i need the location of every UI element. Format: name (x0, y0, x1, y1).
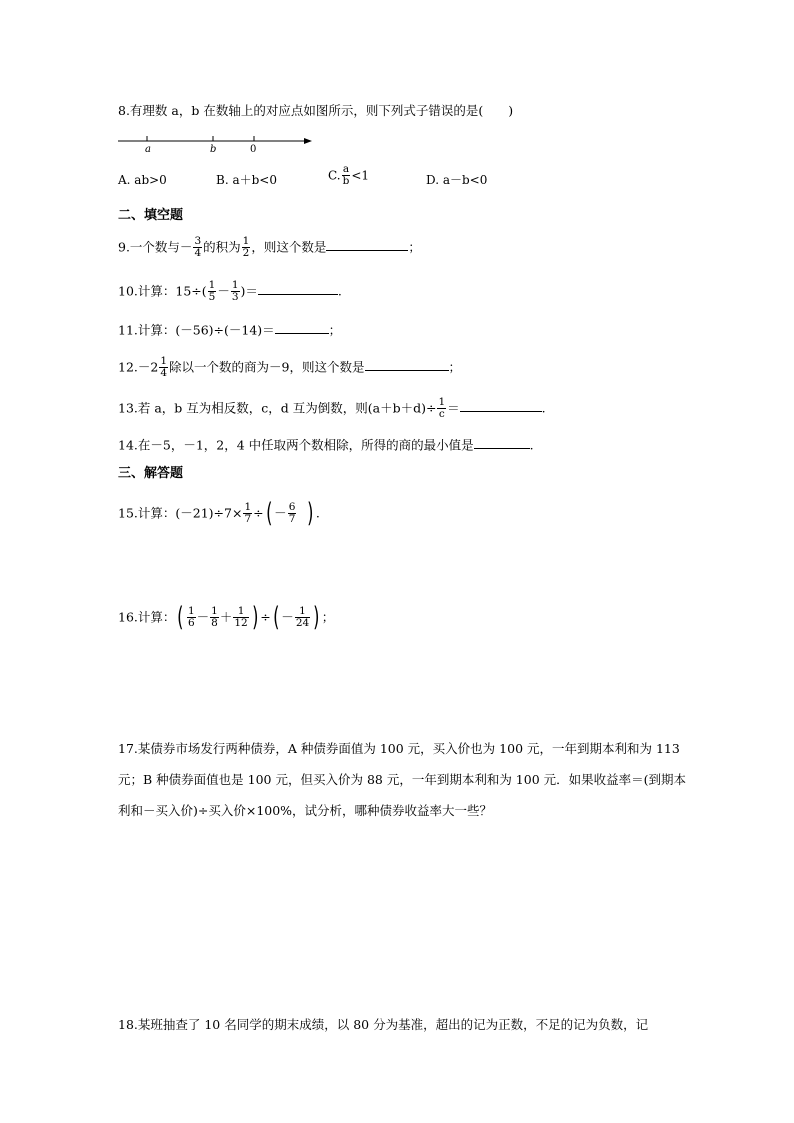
q12: 12.－2 $\frac{1}{4}$ 除以一个数的商为－9，则这个数是 ； (118, 355, 462, 379)
q11: 11.计算：(－56)÷(－14)＝ ； (118, 322, 342, 338)
q8-stem: 8.有理数 a，b 在数轴上的对应点如图所示，则下列式子错误的是( ) (118, 103, 514, 118)
section-title-solve: 三、解答题 (118, 466, 184, 481)
left-paren: ( (177, 602, 184, 633)
q16: 16.计算：( $\frac{1}{6}$ － $\frac{1}{8}$ ＋ $\frac{1}{12}$ ) ÷( － $\frac{1}{24}$ ) ； (118, 602, 335, 633)
q14: 14.在－5，－1，2，4 中任取两个数相除，所得的商的最小值是 . (118, 437, 534, 453)
q8-option-c: C. $\frac{a}{b}$ <1 (328, 163, 370, 187)
answer-blank[interactable] (326, 238, 408, 251)
number-line (116, 130, 316, 154)
q13: 13.若 a，b 互为相反数，c，d 互为倒数，则(a＋b＋d)÷ $\frac{1}{c}$ ＝ . (118, 396, 546, 420)
axis-label-zero: 0 (250, 144, 257, 154)
answer-blank[interactable] (365, 358, 449, 371)
q8-option-a: A. ab>0 (118, 173, 167, 187)
answer-blank[interactable] (460, 399, 542, 412)
right-paren: ) (313, 602, 320, 633)
right-paren: ) (307, 498, 314, 529)
q15: 15.计算：(－21)÷7× $\frac{1}{7}$ ÷( － $\frac{6}{7}$ ) . (118, 498, 320, 529)
q8-option-b: B. a＋b<0 (216, 173, 277, 187)
section-title-fill-blank: 二、填空题 (118, 208, 184, 223)
axis-label-a: a (145, 144, 151, 154)
q9: 9.一个数与－ $\frac{3}{4}$ 的积为 $\frac{1}{2}$ ，则这个数是 ； (118, 235, 421, 259)
axis-label-b: b (210, 144, 217, 154)
answer-blank[interactable] (275, 321, 329, 334)
q18-paragraph: 18.某班抽查了 10 名同学的期末成绩，以 80 分为基准，超出的记为正数，不足的记为负数，记 (118, 1017, 649, 1032)
answer-blank[interactable] (474, 436, 530, 449)
answer-blank[interactable] (258, 282, 338, 295)
left-paren: ( (265, 498, 273, 529)
right-paren: ) (251, 602, 259, 633)
q17-paragraph: 17.某债券市场发行两种债券，A 种债券面值为 100 元，买入价也为 100 元，一年到期本利和为 113 元；B 种债券面值也是 100 元，但买入价为 88 元，一年到期本利和为 100 元．如果收益率＝(到期本利和－买入价)÷买入价×100%，试分析，哪种债券收益率大一些？ (118, 741, 687, 818)
q10: 10.计算：15÷( $\frac{1}{5}$ － $\frac{1}{3}$ )＝ . (118, 279, 342, 303)
left-paren: ( (272, 602, 280, 633)
q8-option-d: D. a－b<0 (426, 173, 488, 187)
